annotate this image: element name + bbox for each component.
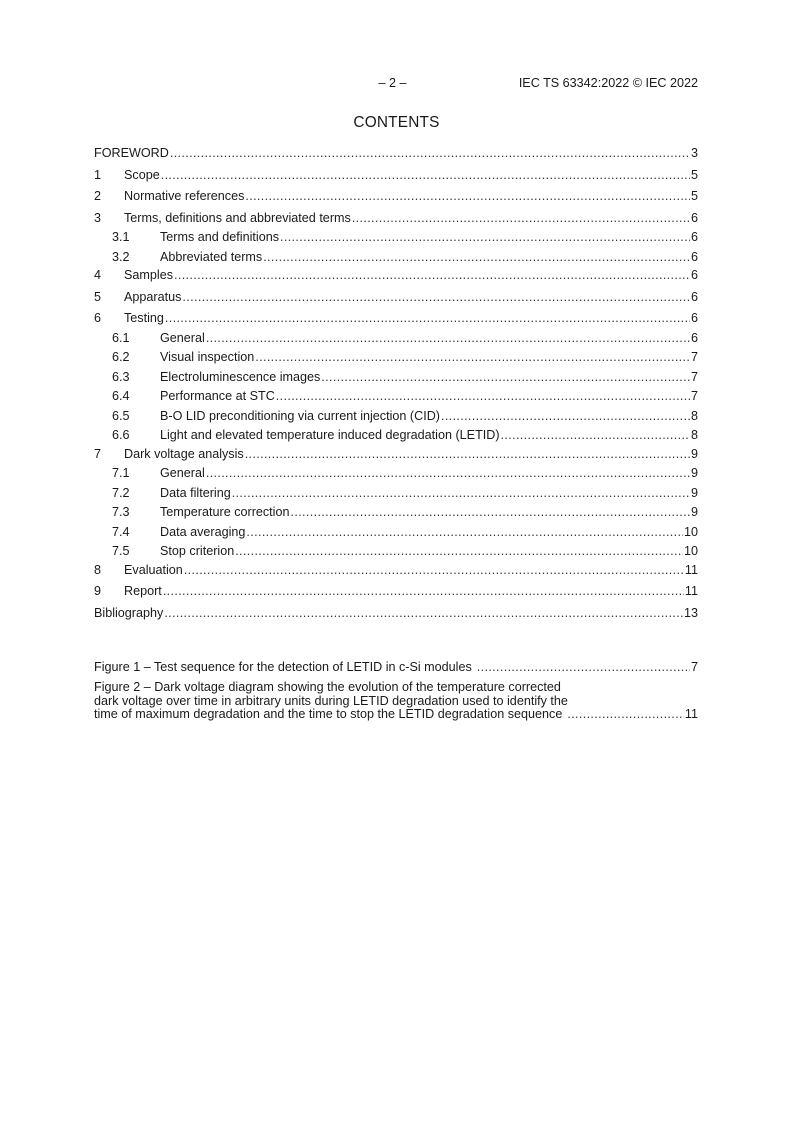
toc-entry-page: 3: [690, 146, 698, 160]
dot-leader: [161, 168, 690, 183]
toc-entry-number: 6.2: [112, 350, 130, 364]
toc-entry[interactable]: [94, 486, 698, 501]
toc-entry[interactable]: [94, 331, 698, 346]
toc-entry-number: 7.4: [112, 524, 130, 539]
toc-entry-title: Bibliography: [94, 605, 164, 620]
dot-leader: [473, 661, 690, 674]
toc-entry-page: 9: [690, 505, 698, 519]
dot-leader: [206, 466, 690, 481]
dot-leader: [165, 311, 690, 326]
toc-entry[interactable]: [94, 370, 698, 385]
dot-leader: [246, 525, 683, 540]
toc-entry[interactable]: [94, 268, 698, 283]
toc-entry[interactable]: [94, 290, 698, 305]
dot-leader: [245, 189, 690, 204]
toc-entry[interactable]: [94, 447, 698, 462]
toc-entry-number: 7.5: [112, 544, 130, 558]
page-number: – 2 –: [378, 76, 407, 90]
toc-entry[interactable]: [94, 211, 698, 226]
toc-entry[interactable]: [94, 250, 698, 265]
dot-leader: [184, 563, 684, 578]
toc-entry-title: Electroluminescence images: [160, 369, 321, 384]
toc-entry-number: 6.5: [112, 408, 130, 423]
toc-entry-page: 9: [690, 485, 698, 500]
toc-entry[interactable]: [94, 389, 698, 404]
table-of-contents: [94, 146, 698, 621]
toc-entry-number: 2: [94, 189, 102, 203]
toc-entry[interactable]: [94, 525, 698, 540]
toc-entry-number: 7.3: [112, 505, 130, 519]
toc-entry-page: 5: [690, 189, 698, 203]
toc-entry-title: Temperature correction: [160, 505, 290, 519]
toc-entry-title: Stop criterion: [160, 544, 235, 558]
dot-leader: [206, 331, 690, 346]
dot-leader: [441, 409, 690, 424]
toc-entry[interactable]: [94, 505, 698, 520]
toc-entry-title: General: [160, 466, 205, 480]
toc-entry-title: Data averaging: [160, 524, 246, 539]
toc-entry-page: 6: [690, 230, 698, 244]
toc-entry-title: Dark voltage analysis: [124, 446, 244, 461]
toc-entry-page: 7: [690, 389, 698, 403]
toc-entry-title: Visual inspection: [160, 350, 255, 364]
toc-entry-page: 6: [690, 268, 698, 282]
toc-entry-page: 8: [690, 408, 698, 423]
toc-entry[interactable]: [94, 584, 698, 599]
toc-entry-page: 5: [690, 167, 698, 182]
dot-leader: [263, 250, 690, 265]
dot-leader: [232, 486, 690, 501]
toc-entry-page: 11: [684, 584, 698, 598]
dot-leader: [501, 428, 690, 443]
document-reference: IEC TS 63342:2022 © IEC 2022: [518, 76, 698, 90]
toc-entry[interactable]: [94, 230, 698, 245]
dot-leader: [235, 544, 683, 559]
figure-caption-line: Figure 1 – Test sequence for the detection of LETID in c-Si modules: [94, 660, 472, 674]
toc-entry-number: 3: [94, 210, 102, 225]
toc-entry-number: 3.1: [112, 230, 130, 244]
toc-entry-number: 4: [94, 268, 102, 282]
toc-entry-page: 9: [690, 466, 698, 480]
toc-entry[interactable]: [94, 466, 698, 481]
toc-entry-title: Terms, definitions and abbreviated terms: [124, 210, 351, 225]
toc-entry-page: 9: [690, 446, 698, 461]
toc-entry-number: 7.1: [112, 466, 130, 480]
toc-entry-title: Scope: [124, 167, 160, 182]
dot-leader: [245, 447, 690, 462]
toc-entry[interactable]: [94, 544, 698, 559]
toc-entry-page: 13: [683, 605, 698, 620]
toc-entry-title: Testing: [124, 311, 164, 325]
toc-entry-title: Samples: [124, 268, 173, 282]
toc-entry-page: 6: [690, 249, 698, 264]
toc-entry-title: Apparatus: [124, 289, 182, 304]
dot-leader: [321, 370, 690, 385]
toc-entry-title: B-O LID preconditioning via current injection (CID): [160, 408, 440, 423]
toc-entry-number: 6.4: [112, 389, 130, 403]
toc-entry-number: 6.3: [112, 369, 130, 384]
toc-entry[interactable]: [94, 563, 698, 578]
dot-leader: [170, 146, 690, 161]
toc-entry-page: 10: [683, 544, 698, 558]
toc-entry-page: 6: [690, 210, 698, 225]
toc-entry-number: 9: [94, 584, 102, 598]
toc-entry-number: 7: [94, 446, 102, 461]
dot-leader: [164, 606, 683, 621]
figure-caption-line: time of maximum degradation and the time to stop the LETID degradation sequence: [94, 707, 563, 722]
toc-entry-title: FOREWORD: [94, 146, 169, 160]
toc-entry-page: 6: [690, 289, 698, 304]
dot-leader: [255, 350, 690, 365]
toc-entry-number: 7.2: [112, 485, 130, 500]
figure-page: 7: [690, 660, 698, 674]
toc-entry-title: Report: [124, 584, 162, 598]
toc-entry[interactable]: [94, 168, 698, 183]
toc-entry-number: 8: [94, 562, 102, 577]
toc-entry-title: Performance at STC: [160, 389, 275, 403]
dot-leader: [276, 389, 690, 404]
toc-entry-number: 3.2: [112, 249, 130, 264]
toc-entry-page: 8: [690, 428, 698, 442]
toc-entry-page: 7: [690, 369, 698, 384]
toc-entry-title: Abbreviated terms: [160, 249, 263, 264]
toc-entry-title: Data filtering: [160, 485, 231, 500]
toc-entry[interactable]: [94, 311, 698, 326]
dot-leader: [163, 584, 684, 599]
toc-entry-page: 6: [690, 330, 698, 345]
toc-entry-number: 1: [94, 167, 102, 182]
toc-entry-number: 6.6: [112, 428, 130, 442]
toc-entry[interactable]: [94, 428, 698, 443]
toc-entry-title: General: [160, 330, 205, 345]
toc-entry-page: 6: [690, 311, 698, 325]
dot-leader: [174, 268, 690, 283]
list-of-figures: [94, 661, 698, 722]
toc-entry-page: 7: [690, 350, 698, 364]
toc-entry-page: 11: [684, 562, 698, 577]
toc-entry[interactable]: [94, 189, 698, 204]
dot-leader: [352, 211, 690, 226]
toc-entry[interactable]: [94, 409, 698, 424]
toc-entry-page: 10: [683, 524, 698, 539]
dot-leader: [563, 708, 684, 721]
toc-entry[interactable]: [94, 606, 698, 621]
contents-title: CONTENTS: [353, 114, 440, 131]
dot-leader: [182, 290, 690, 305]
dot-leader: [280, 230, 690, 245]
toc-entry-title: Evaluation: [124, 562, 183, 577]
toc-entry-title: Normative references: [124, 189, 245, 203]
figure-entry[interactable]: [94, 661, 698, 674]
figure-page: 11: [684, 707, 698, 722]
figure-caption-line: Figure 2 – Dark voltage diagram showing the evolution of the temperature corrected: [94, 680, 561, 695]
toc-entry-title: Light and elevated temperature induced degradation (LETID): [160, 428, 500, 442]
toc-entry-title: Terms and definitions: [160, 230, 280, 244]
dot-leader: [291, 505, 690, 520]
toc-entry[interactable]: [94, 146, 698, 161]
toc-entry[interactable]: [94, 350, 698, 365]
figure-caption-line: dark voltage over time in arbitrary units during LETID degradation used to identify the: [94, 693, 568, 708]
toc-entry-number: 6: [94, 311, 102, 325]
figure-entry[interactable]: [94, 681, 698, 721]
toc-entry-number: 6.1: [112, 330, 130, 345]
toc-entry-number: 5: [94, 289, 102, 304]
